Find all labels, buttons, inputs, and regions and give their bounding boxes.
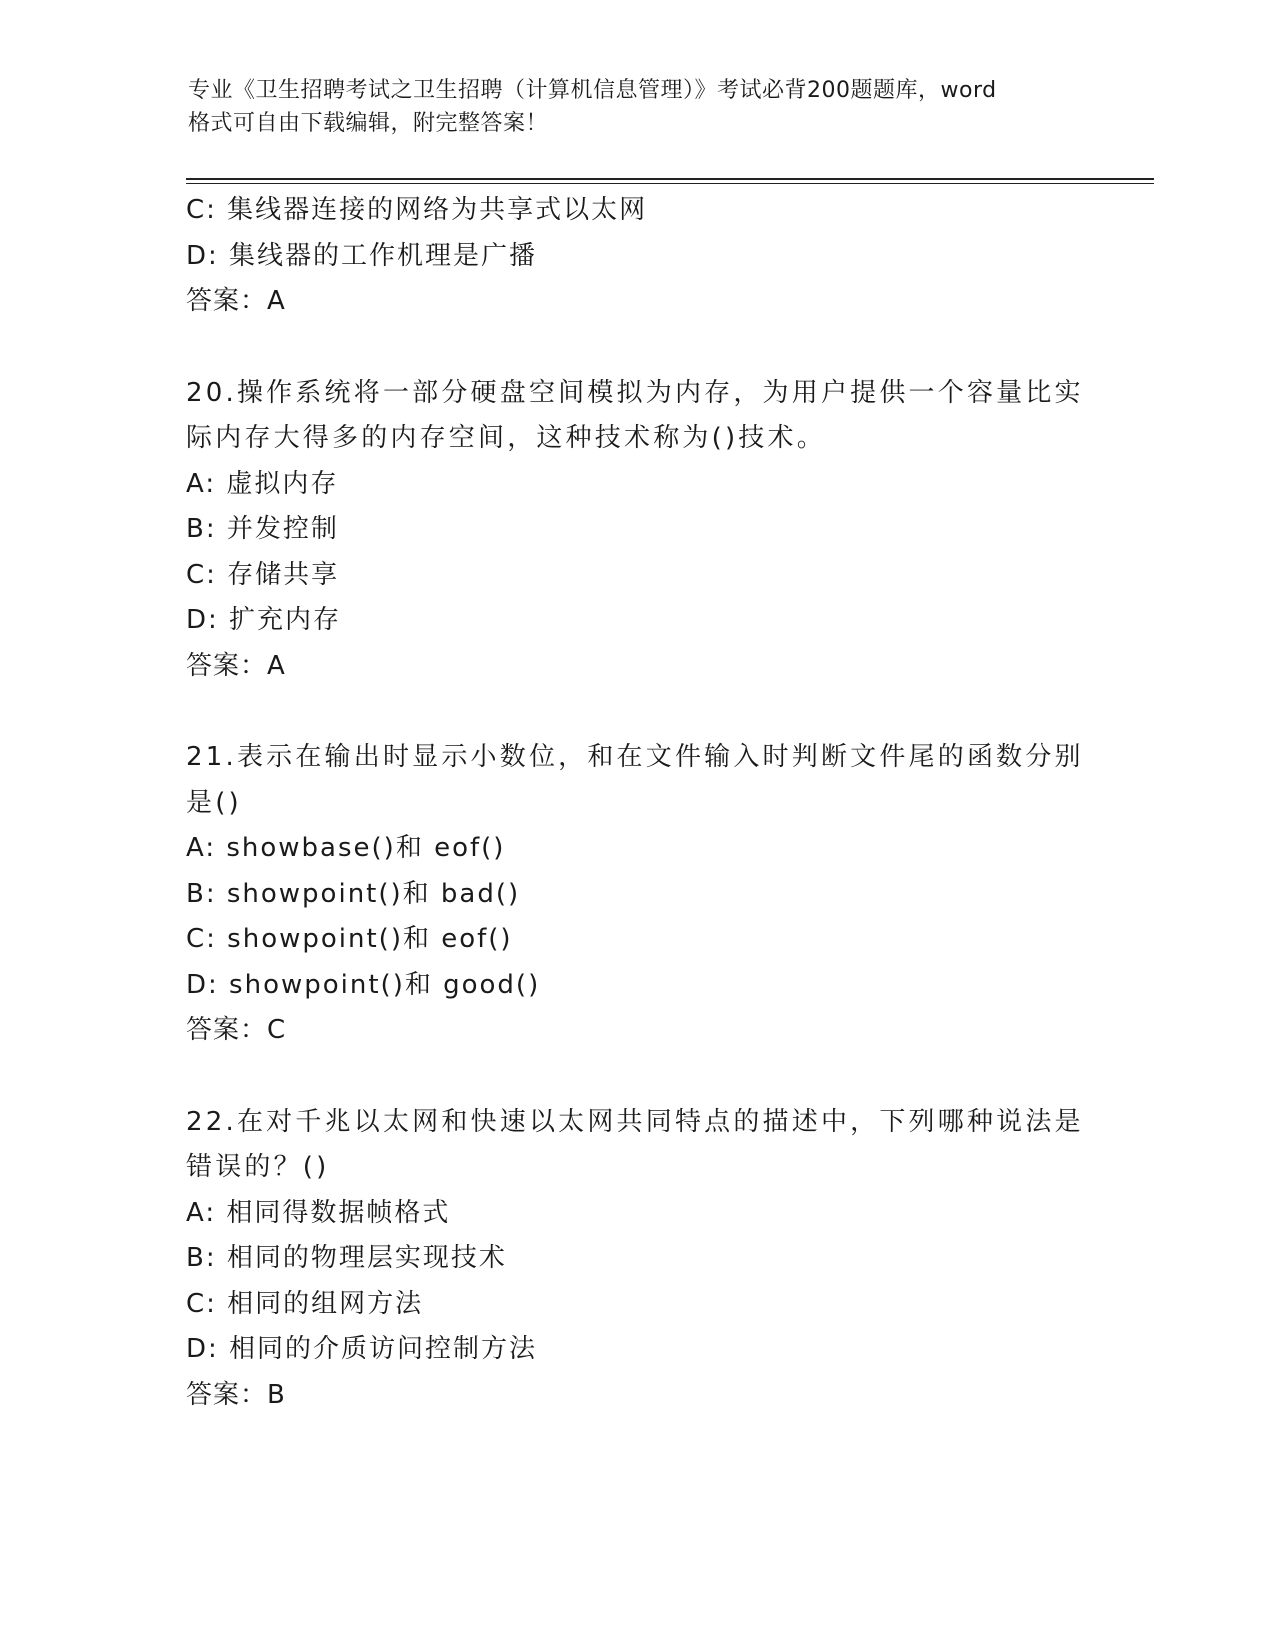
option-c: C: 集线器连接的网络为共享式以太网 (186, 195, 648, 225)
option-b: B: 并发控制 (186, 514, 339, 544)
option-a: A: showbase()和 eof() (186, 833, 506, 863)
question-21 (186, 735, 1086, 1054)
question-text-line: 际内存大得多的内存空间，这种技术称为()技术。 (186, 423, 826, 453)
option-c: C: showpoint()和 eof() (186, 924, 513, 954)
question-text-line: 21.表示在输出时显示小数位，和在文件输入时判断文件尾的函数分别 (186, 742, 1084, 772)
question-text-line: 错误的？() (186, 1152, 330, 1182)
question-text-line: 20.操作系统将一部分硬盘空间模拟为内存，为用户提供一个容量比实 (186, 377, 1084, 408)
page-header (188, 74, 1088, 140)
answer-line: 答案：A (186, 650, 286, 681)
spacer (186, 1054, 1086, 1100)
header-line-2: 格式可自由下载编辑，附完整答案！ (188, 111, 549, 136)
spacer (186, 325, 1086, 371)
answer-line: 答案：A (186, 286, 286, 316)
question-text-line: 是() (186, 787, 242, 818)
option-c: C: 存储共享 (186, 559, 340, 590)
question-text-line: 22.在对千兆以太网和快速以太网共同特点的描述中，下列哪种说法是 (186, 1106, 1084, 1137)
header-line-1: 专业《卫生招聘考试之卫生招聘（计算机信息管理）》考试必背200题题库，word (188, 78, 997, 103)
spacer (186, 689, 1086, 735)
option-b: B: 相同的物理层实现技术 (186, 1243, 507, 1273)
option-d: D: 集线器的工作机理是广播 (186, 240, 538, 271)
option-d: D: showpoint()和 good() (186, 969, 541, 1000)
option-a: A: 虚拟内存 (186, 468, 339, 499)
question-22 (186, 1100, 1086, 1419)
question-list (186, 188, 1086, 1418)
option-b: B: showpoint()和 bad() (186, 878, 521, 909)
question-20 (186, 371, 1086, 690)
question-19-tail (186, 188, 1086, 325)
option-d: D: 扩充内存 (186, 605, 342, 635)
option-d: D: 相同的介质访问控制方法 (186, 1334, 538, 1364)
option-c: C: 相同的组网方法 (186, 1288, 424, 1319)
answer-line: 答案：B (186, 1379, 286, 1410)
answer-line: 答案：C (186, 1015, 287, 1045)
option-a: A: 相同得数据帧格式 (186, 1197, 451, 1228)
header-rule-thin (186, 183, 1154, 184)
header-rule-thick (186, 178, 1154, 180)
